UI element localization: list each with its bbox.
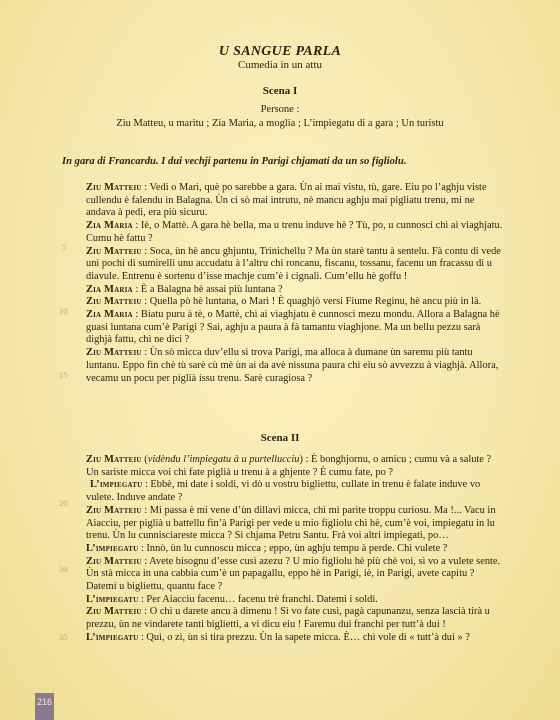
speaker-name: Zia Maria (86, 220, 133, 232)
dialogue-text: : Quella pò hè luntana, o Marì ! È quaghjò versi Fiume Reginu, hè ancu più in là. (141, 296, 482, 308)
dialogue-line (86, 505, 504, 543)
dialogue-block-2 (86, 454, 504, 645)
dialogue-text: : Innò, ùn lu cunnoscu micca ; eppo, ùn aghju tempu à perde. Chì vulete ? (138, 542, 448, 554)
speaker-name: Ziu Matteiu (86, 606, 142, 618)
scene-heading-2: Scena II (260, 432, 300, 444)
dialogue-line (86, 606, 504, 631)
speaker-name: L’impiegatu (86, 593, 139, 605)
dialogue-line (86, 220, 504, 245)
dialogue-line (86, 543, 504, 556)
line-number: 35 (59, 632, 68, 642)
page-number: 216 (35, 693, 54, 720)
line-number: 20 (59, 498, 68, 508)
dialogue-text: : Avete bisognu d’esse cusì azezu ? U mio figliolu hè più chè voi, sì vo a vulete sente. Ùn stà micca in una cabbia cum’è un papagallu, eppo hè in Parigi, iè, in Parigi, avete capitu ? Datemi u bigliettu, quantu face ? (86, 555, 501, 593)
speaker-name: Zia Maria (86, 283, 133, 295)
dialogue-text: : Mi passa è mi vene d’ùn dillavi micca, chì mi parite troppu curiosu. Ma !... Vacu in Aiacciu, per piglià u battellu fin’à Parigi per vede u mio figliolu chì hè, cum’è voi, impiegatu in lu trenu. Ùn lu cunnisciareste micca ? Si chjama Petru Santu. Frà voi altri impiegati, po… (86, 504, 496, 542)
dialogue-line (86, 556, 504, 594)
characters-label: Persone : (260, 104, 300, 115)
speaker-name: Ziu Matteiu (86, 182, 142, 193)
dialogue-line (86, 284, 504, 297)
dialogue-line (86, 479, 504, 504)
speaker-name: Ziu Matteiu (86, 347, 142, 359)
dialogue-text: : Quì, o zì, ùn si tira prezzu. Ùn la sapete micca. È… chì vole dì « tutt’à dui » ? (138, 631, 470, 643)
dialogue-text: : Biatu puru à tè, o Mattè, chì ai viaghjatu è cunnosci mezu mondu. Allora a Balagna hè guasi luntana cum’è Parigi ? Sai, aghju a paura à fà tamantu viaghjone. Ma un bellu pezzu sarà dighjà fattu, chì ne dici ? (86, 309, 500, 346)
stage-direction: In gara di Francardu. I dui vechji partenu in Parigi chjamati da un so figliolu. (62, 156, 407, 167)
dialogue-line (86, 309, 504, 347)
play-subtitle: Cumedia in un attu (237, 59, 322, 71)
dialogue-line (86, 296, 504, 309)
dialogue-text: : Ùn sò micca duv’ellu si trova Parigi, ma alloca à dumane ùn saremu più tantu luntanu. Eppo fin chè tù sarè cù mè ùn ai da avè nissuna paura chì eiu sò avvezzu à viaghjà. Allora, vecamu un pocu per piglià issu trenu. Sarè curagiosa ? (86, 347, 499, 384)
dialogue-block-1 (86, 182, 504, 385)
line-number: 5 (62, 242, 67, 252)
line-number: 15 (59, 370, 68, 380)
speaker-name: L’impiegatu (86, 542, 139, 554)
speaker-name: L’impiegatu (90, 479, 143, 491)
line-number: 30 (59, 564, 68, 574)
speaker-name: Zia Maria (86, 309, 133, 321)
scene-heading-1: Scena I (262, 85, 298, 97)
dialogue-text: : È bonghjornu, o amicu ; cumu và a salute ? Un sariste micca voi chì fate piglià u trenu à a ghjente ? È cumu fate, po ? (86, 454, 492, 478)
dialogue-text: : È a Balagna hè assai più luntana ? (132, 283, 283, 295)
speaker-name: L’impiegatu (86, 631, 139, 643)
dialogue-text: : Ebbè, mi date i soldi, vi dò u vostru bigliettu, cullate in trenu è falate induve vo vulete. Induve andate ? (86, 479, 481, 504)
dialogue-line (86, 182, 504, 220)
dialogue-line (86, 347, 504, 385)
dialogue-text: : Soca, ùn hè ancu ghjuntu, Trinichellu ? Ma ùn starè tantu à sentelu. Fà contu di vede unì pochi di sumirelli unu accudatu à l’altru chì roncanu, fiscanu, tossanu, facenu un fracassu di u diavule. Entrenu è sortenu d’isse machje cum’è i cignali. Cum’ellu hè goffu ! (86, 245, 501, 282)
dialogue-line (86, 246, 504, 284)
dialogue-text: : Per Aiacciu facenu… facenu trè franchi. Datemi i soldi. (138, 593, 378, 605)
speaker-name: Ziu Matteiu (86, 555, 142, 567)
speaker-name: Ziu Matteiu (86, 454, 142, 465)
dialogue-text: : Iè, o Mattè. A gara hè bella, ma u trenu induve hè ? Tù, po, u cunnosci chì ai viaghjatu. Cumu hè fattu ? (86, 220, 503, 244)
line-number: 10 (59, 306, 68, 316)
characters-list: Ziu Matteu, u maritu ; Zia Maria, a moglia ; L’impiegatu di a gara ; Un turistu (116, 118, 444, 129)
dialogue-text: : O chì u darete ancu à dimenu ! Sì vo fate cusì, pagà capunanzu, senza lascià tirà u prezzu, ùn ne vindarete tanti biglietti, a vi dicu eiu ! Faremu dui franchi per tutt’à dui ! (86, 606, 490, 631)
speaker-name: Ziu Matteiu (86, 245, 142, 257)
stage-direction-inline: vidèndu l’impiegatu à u purtellucciu (147, 454, 300, 465)
dialogue-line (86, 594, 504, 607)
dialogue-text: : Vedi o Marì, què po sarebbe a gara. Ùn ai mai vistu, tù, gare. Eiu po l’aghju viste cullendu è falendu in Balagna. Ùn ci sò mai intrutu, nè mancu aghju mai pigliatu trenu, mi ne andava à pedi, era più sicuru. (86, 182, 487, 219)
speaker-name: Ziu Matteiu (86, 504, 142, 516)
play-title: U SANGUE PARLA (218, 44, 342, 59)
dialogue-line (86, 632, 504, 645)
speaker-name: Ziu Matteiu (86, 296, 142, 308)
dialogue-line: Ziu Matteiu (vidèndu l’impiegatu à u purtellucciu) : È bonghjornu, o amicu ; cumu và a salute ? Un sariste micca voi chì fate piglià u trenu à a ghjente ? È cumu fate, po ? (86, 454, 492, 478)
